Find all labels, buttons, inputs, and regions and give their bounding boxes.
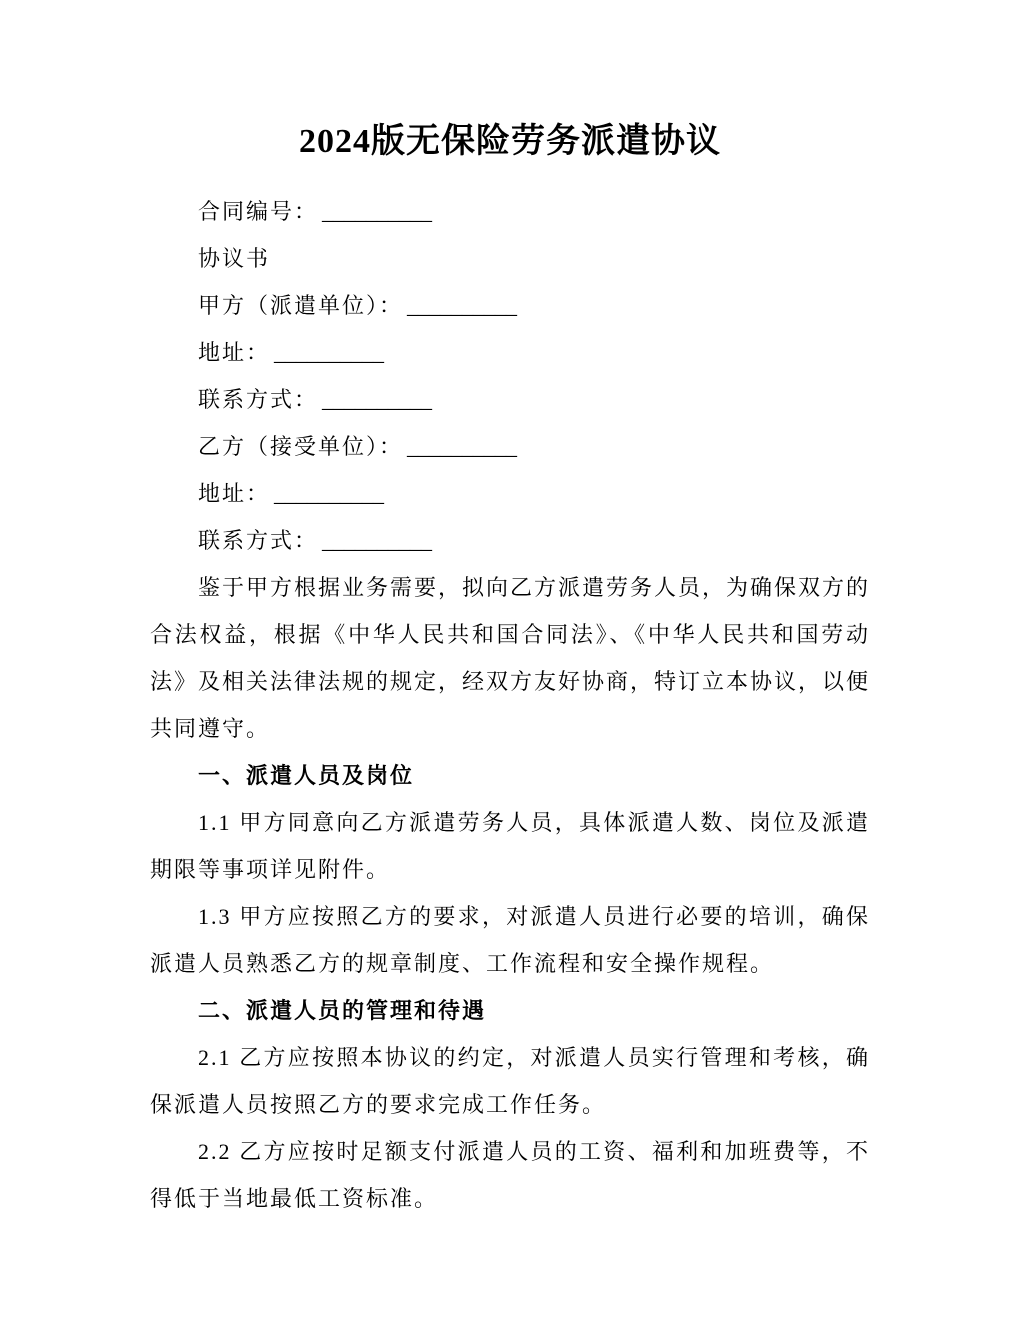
party-a-address-blank: __________ [274, 340, 385, 365]
form-line-party-a-address [150, 329, 870, 376]
party-a-address-label: 地址： [198, 340, 271, 365]
section-1-heading: 一、派遣人员及岗位 [198, 763, 415, 788]
clause-2-1: 2.1 乙方应按照本协议的约定，对派遣人员实行管理和考核，确保派遣人员按照乙方的要求完成工作任务。 [150, 1045, 870, 1117]
clause-1-3: 1.3 甲方应按照乙方的要求，对派遣人员进行必要的培训，确保派遣人员熟悉乙方的规章制度、工作流程和安全操作规程。 [150, 904, 870, 976]
party-b-label: 乙方（接受单位）： [198, 434, 404, 459]
party-a-blank: __________ [407, 293, 518, 318]
party-b-blank: __________ [407, 434, 518, 459]
party-b-address-label: 地址： [198, 481, 271, 506]
party-a-contact-label: 联系方式： [198, 387, 319, 412]
party-a-contact-blank: __________ [322, 387, 433, 412]
clause-2-2: 2.2 乙方应按时足额支付派遣人员的工资、福利和加班费等，不得低于当地最低工资标准。 [150, 1139, 870, 1211]
form-line-party-b-contact [150, 517, 870, 564]
clause-1-1: 1.1 甲方同意向乙方派遣劳务人员，具体派遣人数、岗位及派遣期限等事项详见附件。 [150, 810, 870, 882]
form-line-party-b [150, 423, 870, 470]
form-line-party-a [150, 282, 870, 329]
contract-number-blank: __________ [322, 199, 433, 224]
party-b-contact-blank: __________ [322, 528, 433, 553]
document-title: 2024版无保险劳务派遣协议 [299, 123, 721, 160]
agreement-word-label: 协议书 [198, 246, 271, 271]
form-line-contract-number [150, 188, 870, 235]
form-line-agreement-word [150, 235, 870, 282]
contract-number-label: 合同编号： [198, 199, 319, 224]
party-b-address-blank: __________ [274, 481, 385, 506]
party-b-contact-label: 联系方式： [198, 528, 319, 553]
form-line-party-b-address [150, 470, 870, 517]
section-2-heading: 二、派遣人员的管理和待遇 [198, 998, 487, 1023]
preamble-paragraph: 鉴于甲方根据业务需要，拟向乙方派遣劳务人员，为确保双方的合法权益，根据《中华人民共和国合同法》、《中华人民共和国劳动法》及相关法律法规的规定，经双方友好协商，特订立本协议，以便共同遵守。 [150, 575, 871, 741]
party-a-label: 甲方（派遣单位）： [198, 293, 404, 318]
form-line-party-a-contact [150, 376, 870, 423]
